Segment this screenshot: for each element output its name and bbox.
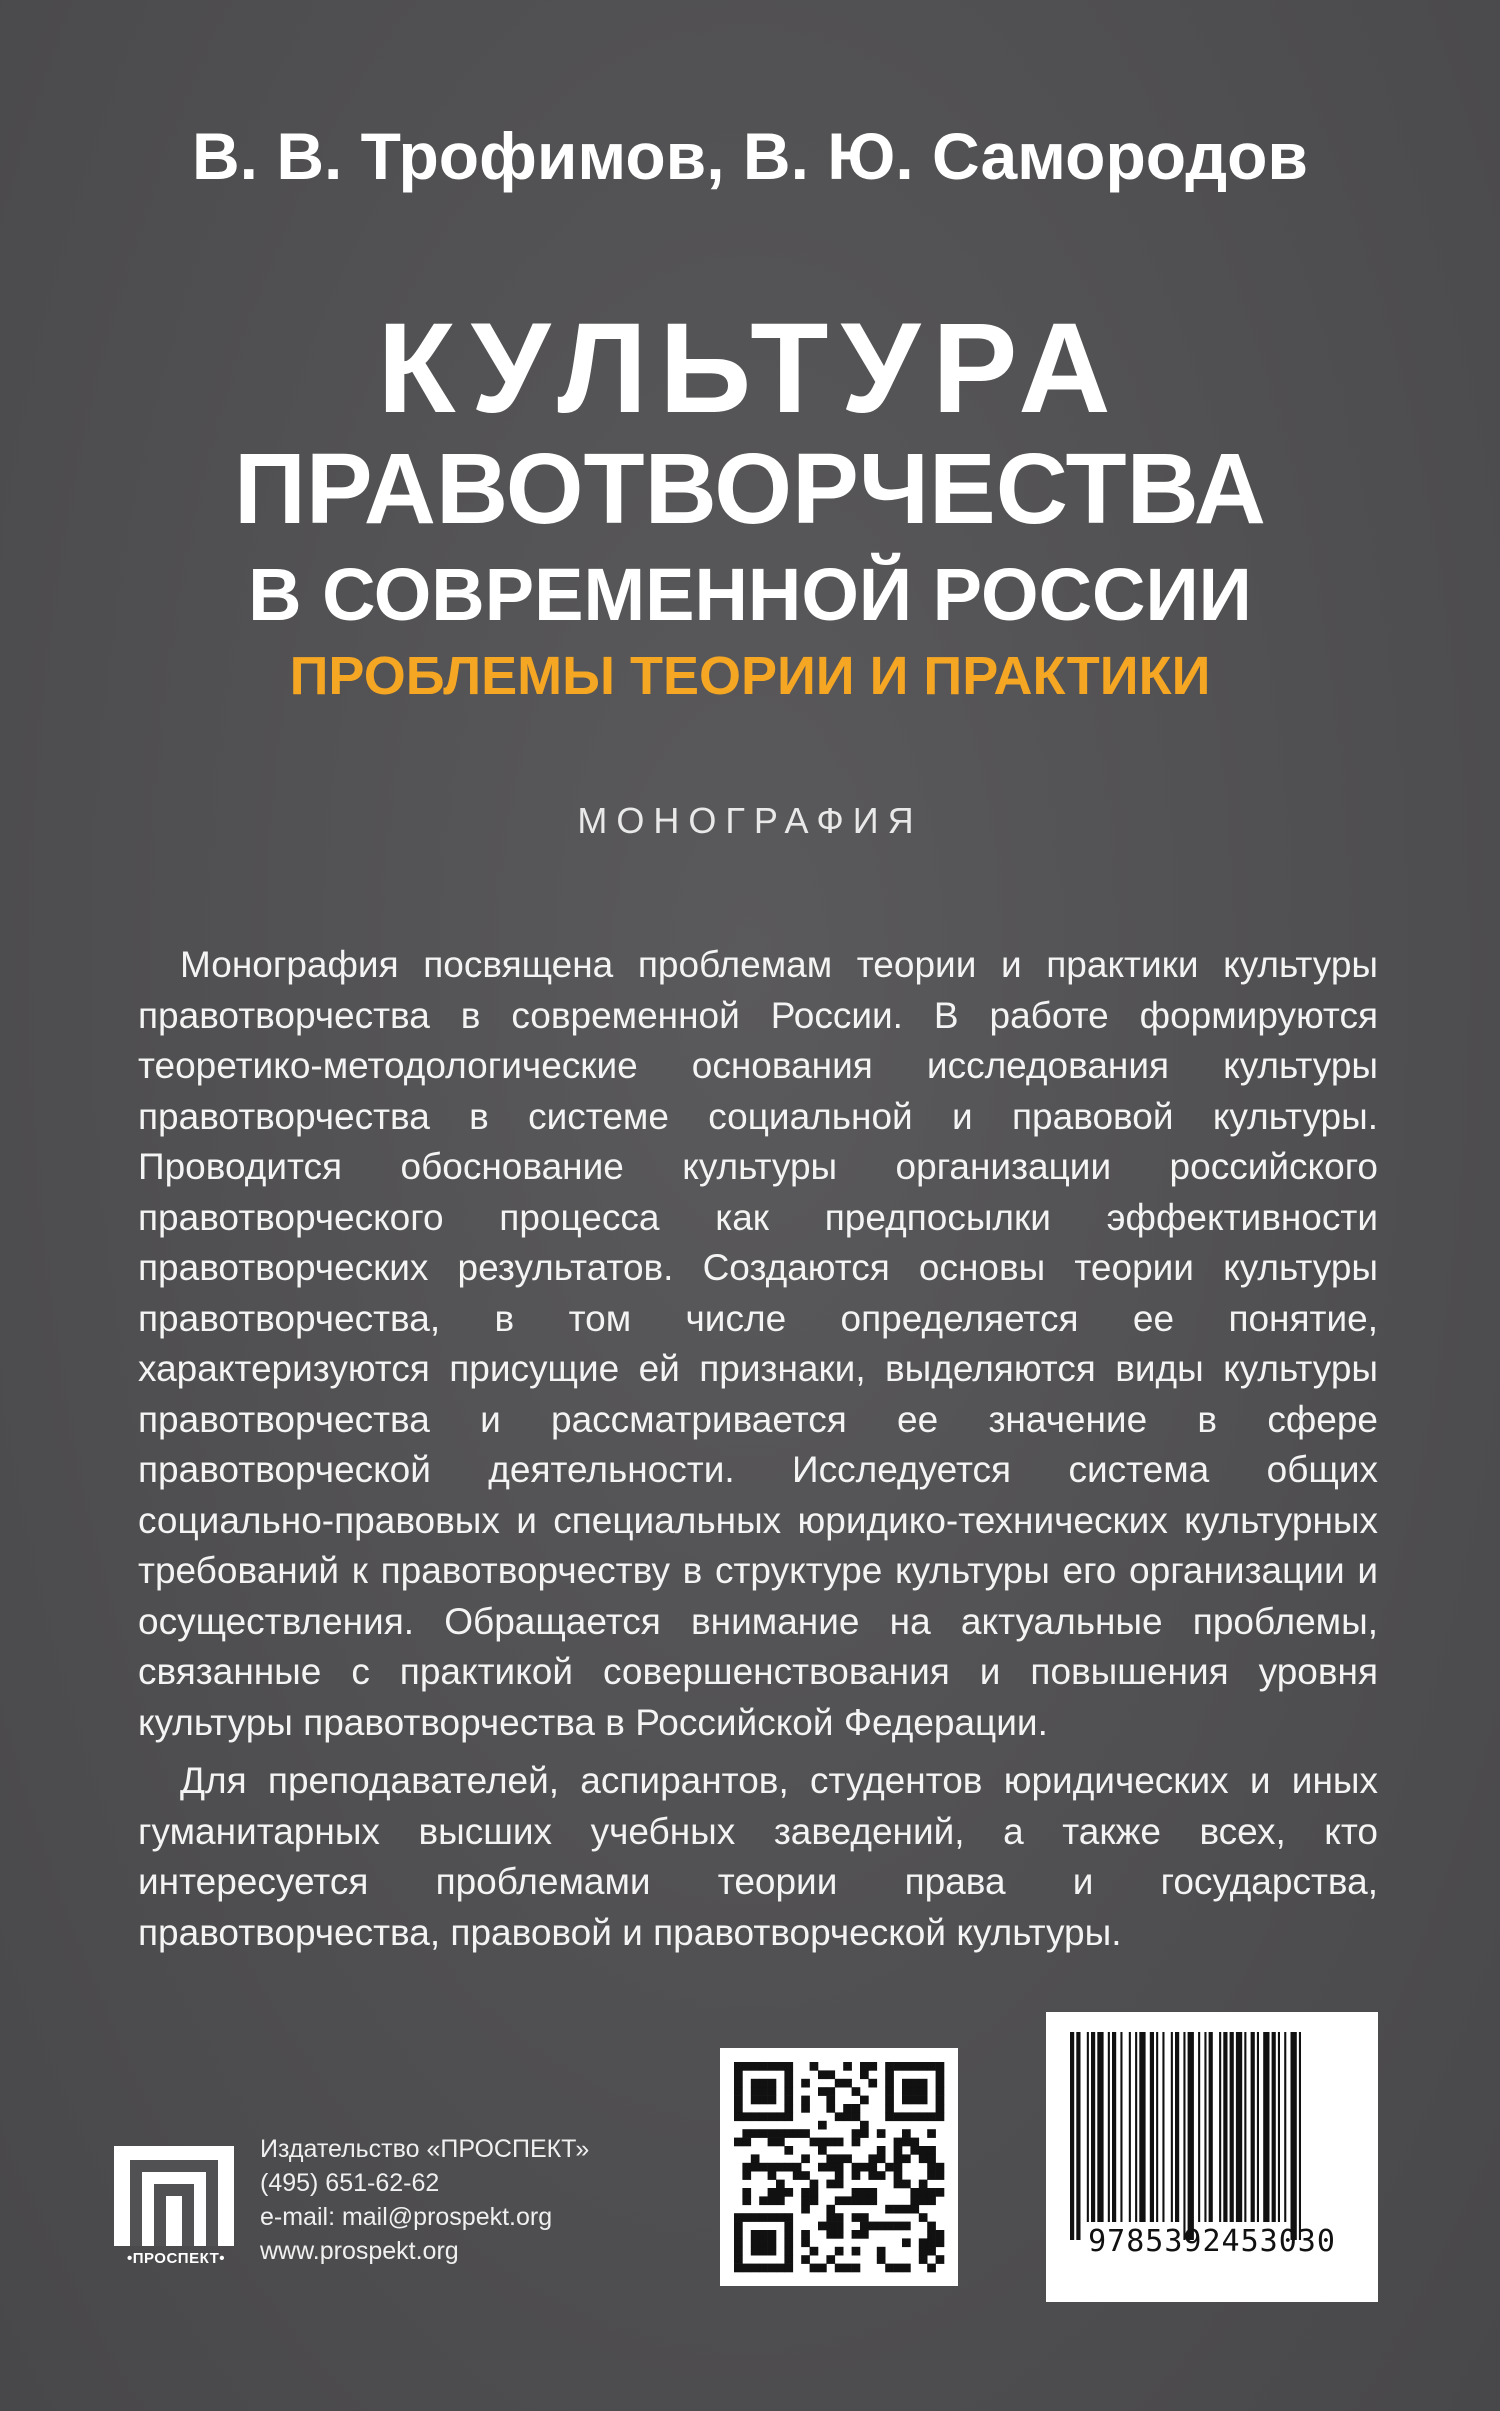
book-title-main: КУЛЬТУРА — [377, 297, 1123, 440]
abstract-paragraph: Монография посвящена проблемам теории и практики культуры правотворчества в современной России. В работе формируются теоретико-методологические основания исследования культуры правотворчества в системе социальной и правовой культуры. Проводится обоснование культуры организации российского правотворческого процесса как предпосылки эффективности правотворческих результатов. Создаются основы теории культуры правотворчества, в том числе определяется ее понятие, характеризуются присущие ей признаки, выделяются виды культуры правотворчества и рассматривается ее значение в сфере правотворческой деятельности. Исследуется система общих социально-правовых и специальных юридико-технических культурных требований к правотворчеству в структуре культуры его организации и осуществления. Обращается внимание на актуальные проблемы, связанные с практикой совершенствования и повышения уровня культуры правотворчества в Российской Федерации. — [138, 944, 1378, 1743]
qr-code-icon — [720, 2048, 958, 2286]
authors: В. В. Трофимов, В. Ю. Самородов — [191, 119, 1308, 193]
book-subtitle: ПРОБЛЕМЫ ТЕОРИИ И ПРАКТИКИ — [289, 646, 1211, 706]
publisher-name: Издательство «ПРОСПЕКТ» — [260, 2135, 590, 2163]
publisher-logo-label: •ПРОСПЕКТ• — [126, 2250, 226, 2267]
publisher-phone: (495) 651-62-62 — [260, 2169, 440, 2197]
publisher-logo-icon — [108, 2142, 240, 2292]
publisher-email: e-mail: mail@prospekt.org — [260, 2203, 553, 2231]
abstract — [138, 940, 1378, 1958]
publisher-website: www.prospekt.org — [260, 2237, 459, 2265]
book-title-line3: В СОВРЕМЕННОЙ РОССИИ — [248, 553, 1252, 636]
isbn-number: 9785392453030 — [1088, 2224, 1336, 2259]
abstract-paragraph: Для преподавателей, аспирантов, студентов юридических и иных гуманитарных высших учебных заведений, а также всех, кто интересуется проблемами теории права и государства, правотворчества, правовой и правотворческой культуры. — [138, 1760, 1378, 1953]
book-title-line2: ПРАВОТВОРЧЕСТВА — [233, 433, 1267, 545]
genre-label: МОНОГРАФИЯ — [577, 800, 923, 841]
publisher-info — [260, 2132, 589, 2268]
